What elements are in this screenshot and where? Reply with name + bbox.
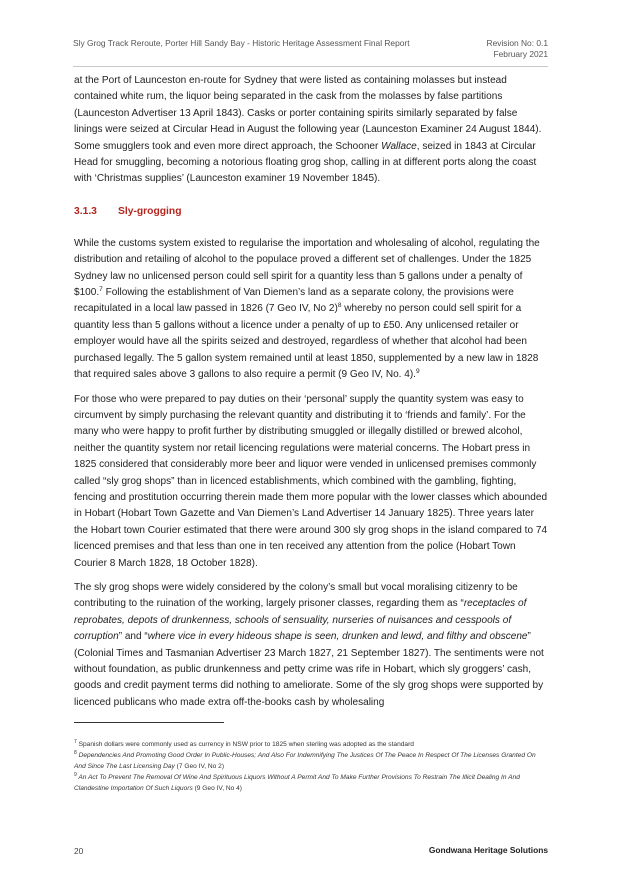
header-revision-block xyxy=(487,38,548,60)
footnote-7: $^7$ Spanish dollars were commonly used as currency in NSW prior to 1825 when sterling was adopted as the standard xyxy=(74,739,414,748)
header-date: February 2021 xyxy=(493,49,548,59)
header-divider xyxy=(73,66,548,67)
body-text xyxy=(74,73,548,719)
footnote-ref-7[interactable]: 7 xyxy=(99,286,103,294)
footnote-ref-8[interactable]: 8 xyxy=(337,302,342,310)
section-number: 3.1.3 xyxy=(74,205,97,217)
paragraph-4: The sly grog shops were widely considered by the colony’s small but vocal moralising citizenry to be contributing to the ruination of the working, largely prisoner classes, regarding them as “receptacles of reprobates, depots of drunkenness, schools of sensuality, nurseries of nuisances and cesspools of corruption” and “where vice in every hideous shape is seen, drunken and lewd, and filthy and obscene” (Colonial Times and Tasmanian Advertiser 23 March 1827, 21 September 1827). The sentiments were not without foundation, as public drunkenness and petty crime was rife in Hobart, which sly groggers’ cash, goods and credit payment terms did nothing to ameliorate. Some of the sly grog shops were supported by licenced publicans who made extra off-the-books cash by wholesaling xyxy=(74,581,544,708)
section-title: Sly-grogging xyxy=(118,205,182,217)
section-heading xyxy=(74,204,548,220)
paragraph-1: at the Port of Launceston en-route for Sydney that were listed as containing molasses but instead contained white rum, the liquor being separated in the cask from the molasses by false partitions (Launceston Advertiser 13 April 1843). Casks or porter containing spirits similarly separated by false linings were seized at Circular Head in August the following year (Launceston Examiner 24 August 1844). Some smugglers took and even more direct approach, the Schooner Wallace, seized in 1843 at Circular Head for smuggling, becoming a notorious floating grog shop, calling in at different ports along the coast with ‘Christmas supplies’ (Launceston examiner 19 November 1845). xyxy=(74,75,542,185)
footnote-ref-9[interactable]: 9 xyxy=(415,368,420,376)
footnotes xyxy=(74,739,548,794)
schooner-name: Wallace xyxy=(381,140,417,152)
header-report-title: Sly Grog Track Reroute, Porter Hill Sandy Bay - Historic Heritage Assessment Final Report xyxy=(73,38,410,48)
paragraph-3: For those who were prepared to pay duties on their ‘personal’ supply the quantity system was easy to circumvent by simply purchasing the relevant quantity and distributing it to ‘friends and family’. For the many who were happy to profit further by distributing smuggled or illegally distilled or brewed alcohol, neither the quantity system nor retail licencing regulations were material concerns. The Hobart press in 1825 considered that considerably more beer and liquor were vended in unlicensed premises commonly called “sly grog shops” than in licenced establishments, which combined with the gambling, fighting, fencing and prostitution occurring therein made them more popular with the lower classes which abounded in Hobart (Hobart Town Gazette and Van Diemen’s Land Advertiser 14 January 1825). Three years later the Hobart town Courier estimated that there were around 300 sly grog shops in the island compared to 74 licenced premises and that less than one in ten received any attention from the police (Hobart Town Courier 8 March 1828, 18 October 1828). xyxy=(74,393,548,569)
quote-1: receptacles of reprobates, depots of drunkenness, schools of sensuality, nurseries of nuisances and cesspools of corruption xyxy=(74,598,527,643)
quote-2: where vice in every hideous shape is seen, drunken and lewd, and filthy and obscene xyxy=(147,631,528,643)
page-number: 20 xyxy=(74,846,84,856)
footnote-9: $^9$ An Act To Prevent The Removal Of Wine And Spirituous Liquors Without A Permit And To Make Further Provisions To Restrain The Illicit Dealing In And Clandestine Importation Of Such Liquors (9 Geo IV, No 4) xyxy=(74,772,520,792)
footer-organisation: Gondwana Heritage Solutions xyxy=(428,845,548,855)
paragraph-2: While the customs system existed to regularise the importation and wholesaling of alcohol, regulating the distribution and retailing of alcohol to the populace proved a different set of challenges. Under the 1825 Sydney law no unlicensed person could sell spirit for a quantity less than 5 gallons under a penalty of $100.$^7$ Following the establishment of Van Diemen’s land as a separate colony, the provisions were recapitulated in a local law passed in 1826 (7 Geo IV, No 2)$^8$ whereby no person could sell spirit for a quantity less than 5 gallons without a licence under a penalty of up to £50. Any unlicensed retailer or employer would have all the spirits seized and destroyed, regardless of whether that alcohol had been purchased legally. The 5 gallon system remained until at least 1850, supplemented by a new law in 1828 that required sales above 3 gallons to also require a permit (9 Geo IV, No. 4).$^9$ xyxy=(74,237,540,381)
footnote-8: $^8$ Dependencies And Promoting Good Order In Public-Houses; And Also For Indemnifying The Justices Of The Peace In Respect Of The Licenses Granted On And Since The Last Licensing Day (7 Geo IV, No 2) xyxy=(74,750,536,770)
footnote-divider xyxy=(74,722,224,723)
header-revision: Revision No: 0.1 xyxy=(486,38,548,48)
